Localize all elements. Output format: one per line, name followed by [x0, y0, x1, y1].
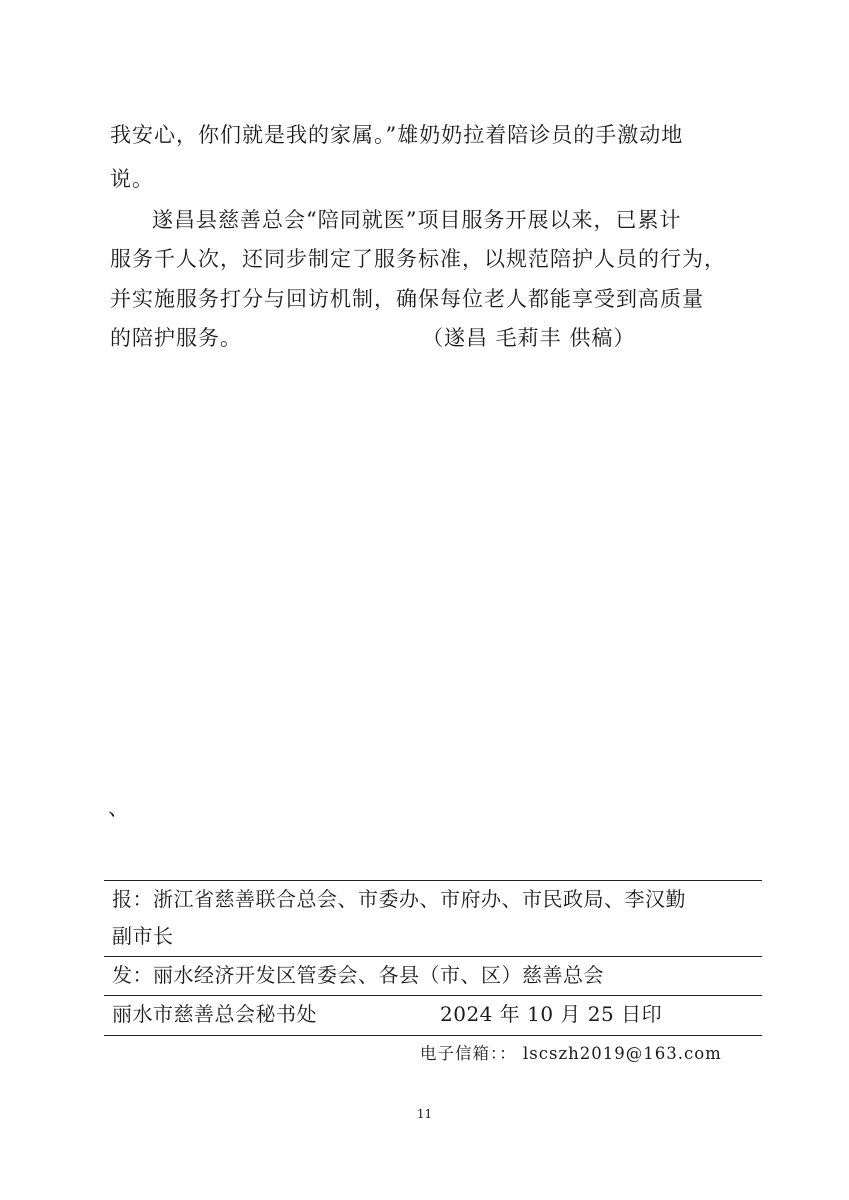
issuer-name: 丽水市慈善总会秘书处 — [112, 1002, 317, 1026]
article-credit: （遂昌 毛莉丰 供稿） — [422, 326, 636, 350]
distribution-line: 发：丽水经济开发区管委会、各县（市、区）慈善总会 — [112, 963, 604, 987]
article-line-4: 服务千人次，还同步制定了服务标准，以规范陪护人员的行为， — [110, 247, 726, 271]
page-number: 11 — [416, 1107, 433, 1121]
contact-email: 电子信箱：： lscszh2019@163.com — [420, 1044, 722, 1063]
stray-punctuation-mark: 、 — [108, 796, 129, 820]
article-line-1: 我安心，你们就是我的家属。”雄奶奶拉着陪诊员的手激动地 — [110, 123, 684, 147]
print-date: 2024 年 10 月 25 日印 — [440, 1002, 663, 1026]
footer-rule-3 — [104, 995, 762, 996]
article-paragraph-start: 遂昌县慈善总会“陪同就医”项目服务开展以来，已累计 — [152, 208, 682, 232]
footer-bottom-rule — [104, 1035, 762, 1036]
article-line-2: 说。 — [110, 167, 154, 191]
report-recipients-line: 报：浙江省慈善联合总会、市委办、市府办、市民政局、李汉勤 — [112, 887, 686, 911]
footer-top-rule — [104, 880, 762, 881]
article-line-5: 并实施服务打分与回访机制，确保每位老人都能享受到高质量 — [110, 287, 704, 311]
footer-rule-2 — [104, 956, 762, 957]
report-recipients-continued: 副市长 — [112, 924, 174, 948]
article-line-6: 的陪护服务。 — [110, 326, 242, 350]
